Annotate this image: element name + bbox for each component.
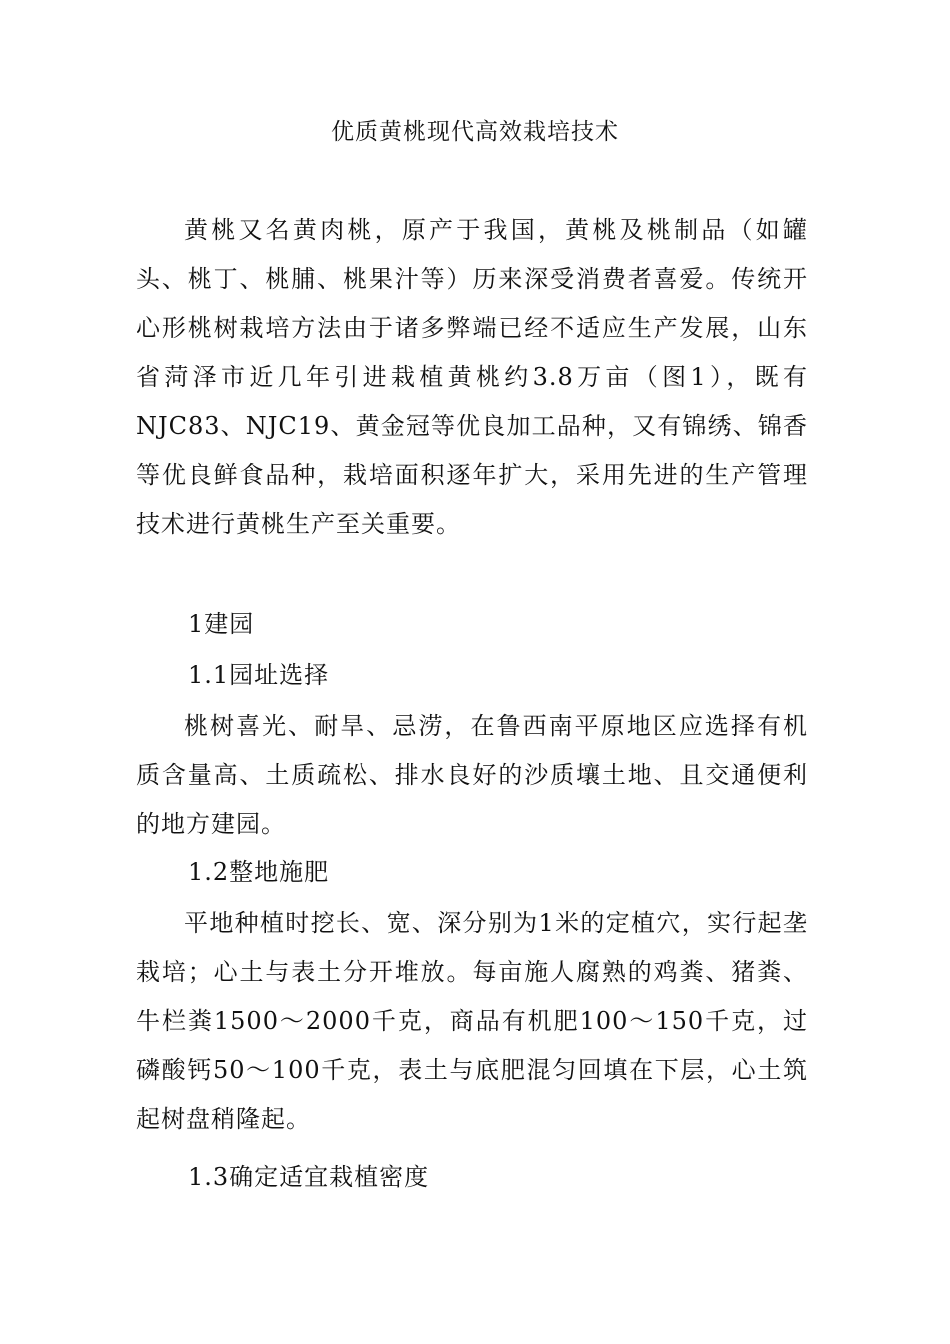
subsection-heading-1-2: 1.2整地施肥 [188, 858, 330, 886]
subsection-heading-1-1: 1.1园址选择 [188, 661, 330, 689]
paragraph-1-2: 平地种植时挖长、宽、深分别为1米的定植穴，实行起垄栽培；心土与表土分开堆放。每亩施人腐熟的鸡粪、猪粪、牛栏粪1500〜2000千克，商品有机肥100〜150千克，过磷酸钙50〜100千克，表土与底肥混匀回填在下层，心土筑起树盘稍隆起。 [136, 909, 808, 1133]
section-heading-1: 1建园 [188, 610, 255, 638]
intro-paragraph: 黄桃又名黄肉桃，原产于我国，黄桃及桃制品（如罐头、桃丁、桃脯、桃果汁等）历来深受消费者喜爱。传统开心形桃树栽培方法由于诸多弊端已经不适应生产发展，山东省菏泽市近几年引进栽植黄桃约3.8万亩（图1），既有NJC83、NJC19、黄金冠等优良加工品种，又有锦绣、锦香等优良鲜食品种，栽培面积逐年扩大，采用先进的生产管理技术进行黄桃生产至关重要。 [136, 216, 808, 538]
subsection-heading-1-3: 1.3确定适宜栽植密度 [188, 1163, 430, 1191]
document-title: 优质黄桃现代高效栽培技术 [331, 119, 619, 145]
paragraph-1-1: 桃树喜光、耐旱、忌涝，在鲁西南平原地区应选择有机质含量高、土质疏松、排水良好的沙质壤土地、且交通便利的地方建园。 [136, 712, 808, 838]
